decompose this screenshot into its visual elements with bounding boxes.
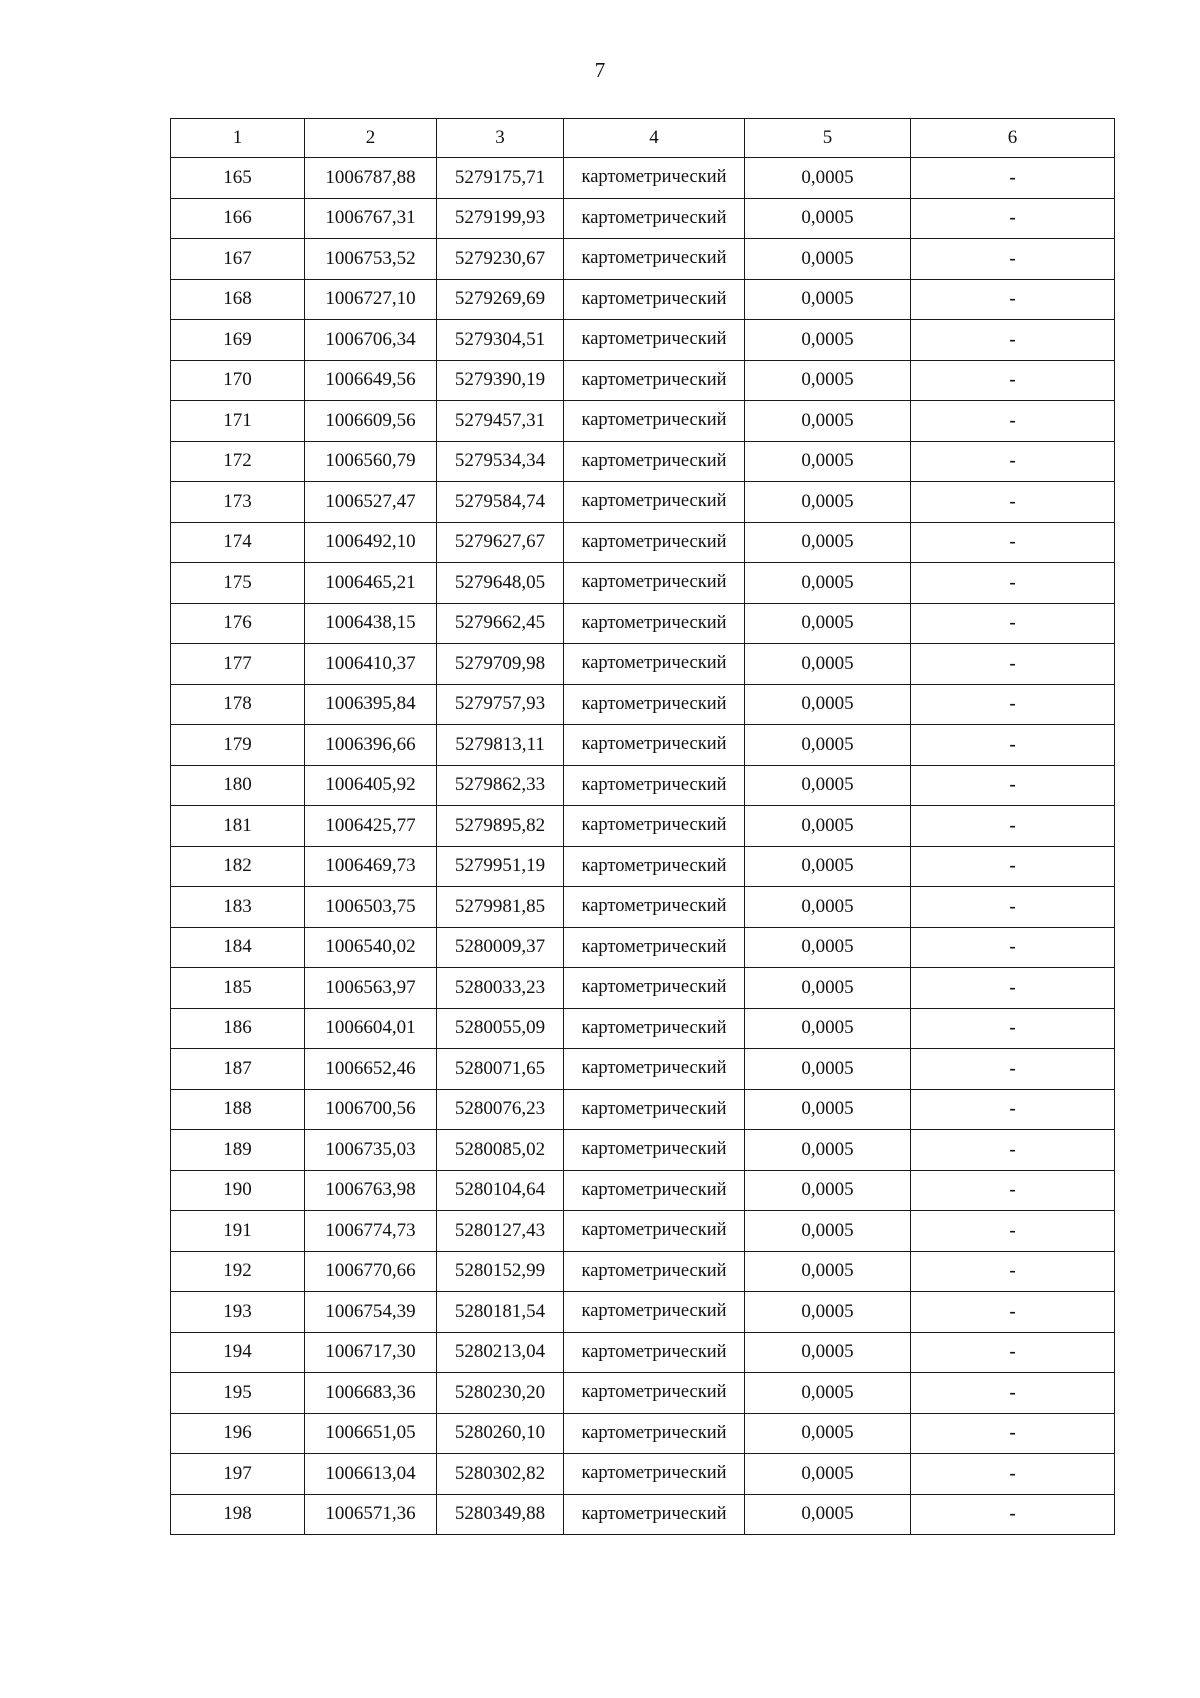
y-coordinate-cell: 5280085,02 bbox=[437, 1130, 564, 1171]
method-cell: картометрический bbox=[564, 563, 745, 604]
y-coordinate-cell: 5279862,33 bbox=[437, 765, 564, 806]
point-number-cell: 191 bbox=[171, 1211, 305, 1252]
y-coordinate-cell: 5279390,19 bbox=[437, 360, 564, 401]
table-row bbox=[171, 1211, 1115, 1252]
coordinates-table bbox=[170, 118, 1115, 1535]
note-cell: - bbox=[911, 1494, 1115, 1535]
y-coordinate-cell: 5280127,43 bbox=[437, 1211, 564, 1252]
method-cell: картометрический bbox=[564, 765, 745, 806]
point-number-cell: 182 bbox=[171, 846, 305, 887]
accuracy-cell: 0,0005 bbox=[745, 1170, 911, 1211]
accuracy-cell: 0,0005 bbox=[745, 644, 911, 685]
note-cell: - bbox=[911, 360, 1115, 401]
note-cell: - bbox=[911, 563, 1115, 604]
note-cell: - bbox=[911, 482, 1115, 523]
method-cell: картометрический bbox=[564, 239, 745, 280]
x-coordinate-cell: 1006492,10 bbox=[305, 522, 437, 563]
point-number-cell: 177 bbox=[171, 644, 305, 685]
method-cell: картометрический bbox=[564, 1413, 745, 1454]
y-coordinate-cell: 5280033,23 bbox=[437, 968, 564, 1009]
note-cell: - bbox=[911, 1454, 1115, 1495]
point-number-cell: 172 bbox=[171, 441, 305, 482]
table-row bbox=[171, 279, 1115, 320]
point-number-cell: 178 bbox=[171, 684, 305, 725]
method-cell: картометрический bbox=[564, 158, 745, 199]
accuracy-cell: 0,0005 bbox=[745, 725, 911, 766]
accuracy-cell: 0,0005 bbox=[745, 1332, 911, 1373]
method-cell: картометрический bbox=[564, 603, 745, 644]
x-coordinate-cell: 1006609,56 bbox=[305, 401, 437, 442]
method-cell: картометрический bbox=[564, 401, 745, 442]
x-coordinate-cell: 1006763,98 bbox=[305, 1170, 437, 1211]
x-coordinate-cell: 1006410,37 bbox=[305, 644, 437, 685]
point-number-cell: 188 bbox=[171, 1089, 305, 1130]
header-cell-3: 3 bbox=[437, 119, 564, 158]
y-coordinate-cell: 5279175,71 bbox=[437, 158, 564, 199]
x-coordinate-cell: 1006700,56 bbox=[305, 1089, 437, 1130]
note-cell: - bbox=[911, 1251, 1115, 1292]
x-coordinate-cell: 1006527,47 bbox=[305, 482, 437, 523]
accuracy-cell: 0,0005 bbox=[745, 927, 911, 968]
table-row bbox=[171, 1008, 1115, 1049]
method-cell: картометрический bbox=[564, 1170, 745, 1211]
method-cell: картометрический bbox=[564, 279, 745, 320]
x-coordinate-cell: 1006395,84 bbox=[305, 684, 437, 725]
y-coordinate-cell: 5280104,64 bbox=[437, 1170, 564, 1211]
table-row bbox=[171, 1494, 1115, 1535]
x-coordinate-cell: 1006563,97 bbox=[305, 968, 437, 1009]
note-cell: - bbox=[911, 1413, 1115, 1454]
table-row bbox=[171, 968, 1115, 1009]
y-coordinate-cell: 5279269,69 bbox=[437, 279, 564, 320]
point-number-cell: 180 bbox=[171, 765, 305, 806]
method-cell: картометрический bbox=[564, 1089, 745, 1130]
y-coordinate-cell: 5280009,37 bbox=[437, 927, 564, 968]
x-coordinate-cell: 1006503,75 bbox=[305, 887, 437, 928]
x-coordinate-cell: 1006683,36 bbox=[305, 1373, 437, 1414]
y-coordinate-cell: 5279457,31 bbox=[437, 401, 564, 442]
accuracy-cell: 0,0005 bbox=[745, 158, 911, 199]
accuracy-cell: 0,0005 bbox=[745, 765, 911, 806]
y-coordinate-cell: 5280213,04 bbox=[437, 1332, 564, 1373]
x-coordinate-cell: 1006540,02 bbox=[305, 927, 437, 968]
method-cell: картометрический bbox=[564, 441, 745, 482]
note-cell: - bbox=[911, 1049, 1115, 1090]
x-coordinate-cell: 1006717,30 bbox=[305, 1332, 437, 1373]
table-row bbox=[171, 1373, 1115, 1414]
method-cell: картометрический bbox=[564, 482, 745, 523]
point-number-cell: 184 bbox=[171, 927, 305, 968]
y-coordinate-cell: 5279627,67 bbox=[437, 522, 564, 563]
note-cell: - bbox=[911, 1292, 1115, 1333]
point-number-cell: 194 bbox=[171, 1332, 305, 1373]
accuracy-cell: 0,0005 bbox=[745, 360, 911, 401]
point-number-cell: 192 bbox=[171, 1251, 305, 1292]
accuracy-cell: 0,0005 bbox=[745, 1049, 911, 1090]
accuracy-cell: 0,0005 bbox=[745, 806, 911, 847]
table-row bbox=[171, 927, 1115, 968]
y-coordinate-cell: 5280302,82 bbox=[437, 1454, 564, 1495]
table-row bbox=[171, 846, 1115, 887]
x-coordinate-cell: 1006774,73 bbox=[305, 1211, 437, 1252]
x-coordinate-cell: 1006770,66 bbox=[305, 1251, 437, 1292]
table-row bbox=[171, 360, 1115, 401]
note-cell: - bbox=[911, 603, 1115, 644]
point-number-cell: 186 bbox=[171, 1008, 305, 1049]
accuracy-cell: 0,0005 bbox=[745, 1373, 911, 1414]
note-cell: - bbox=[911, 684, 1115, 725]
table-row bbox=[171, 198, 1115, 239]
table-row bbox=[171, 563, 1115, 604]
accuracy-cell: 0,0005 bbox=[745, 522, 911, 563]
accuracy-cell: 0,0005 bbox=[745, 887, 911, 928]
method-cell: картометрический bbox=[564, 1373, 745, 1414]
note-cell: - bbox=[911, 1089, 1115, 1130]
accuracy-cell: 0,0005 bbox=[745, 279, 911, 320]
table-row bbox=[171, 320, 1115, 361]
point-number-cell: 165 bbox=[171, 158, 305, 199]
y-coordinate-cell: 5280260,10 bbox=[437, 1413, 564, 1454]
table-header bbox=[171, 119, 1115, 158]
table-row bbox=[171, 725, 1115, 766]
note-cell: - bbox=[911, 320, 1115, 361]
method-cell: картометрический bbox=[564, 1251, 745, 1292]
point-number-cell: 166 bbox=[171, 198, 305, 239]
x-coordinate-cell: 1006571,36 bbox=[305, 1494, 437, 1535]
note-cell: - bbox=[911, 158, 1115, 199]
point-number-cell: 190 bbox=[171, 1170, 305, 1211]
method-cell: картометрический bbox=[564, 1332, 745, 1373]
note-cell: - bbox=[911, 1008, 1115, 1049]
accuracy-cell: 0,0005 bbox=[745, 684, 911, 725]
y-coordinate-cell: 5279662,45 bbox=[437, 603, 564, 644]
note-cell: - bbox=[911, 1170, 1115, 1211]
accuracy-cell: 0,0005 bbox=[745, 1089, 911, 1130]
accuracy-cell: 0,0005 bbox=[745, 1494, 911, 1535]
note-cell: - bbox=[911, 1332, 1115, 1373]
x-coordinate-cell: 1006754,39 bbox=[305, 1292, 437, 1333]
method-cell: картометрический bbox=[564, 1130, 745, 1171]
method-cell: картометрический bbox=[564, 684, 745, 725]
note-cell: - bbox=[911, 927, 1115, 968]
method-cell: картометрический bbox=[564, 644, 745, 685]
method-cell: картометрический bbox=[564, 198, 745, 239]
header-cell-2: 2 bbox=[305, 119, 437, 158]
accuracy-cell: 0,0005 bbox=[745, 968, 911, 1009]
method-cell: картометрический bbox=[564, 887, 745, 928]
x-coordinate-cell: 1006787,88 bbox=[305, 158, 437, 199]
method-cell: картометрический bbox=[564, 320, 745, 361]
x-coordinate-cell: 1006735,03 bbox=[305, 1130, 437, 1171]
table-row bbox=[171, 1130, 1115, 1171]
method-cell: картометрический bbox=[564, 1008, 745, 1049]
table-row bbox=[171, 603, 1115, 644]
method-cell: картометрический bbox=[564, 1494, 745, 1535]
note-cell: - bbox=[911, 765, 1115, 806]
point-number-cell: 195 bbox=[171, 1373, 305, 1414]
x-coordinate-cell: 1006767,31 bbox=[305, 198, 437, 239]
accuracy-cell: 0,0005 bbox=[745, 846, 911, 887]
accuracy-cell: 0,0005 bbox=[745, 563, 911, 604]
note-cell: - bbox=[911, 644, 1115, 685]
accuracy-cell: 0,0005 bbox=[745, 320, 911, 361]
point-number-cell: 196 bbox=[171, 1413, 305, 1454]
header-cell-4: 4 bbox=[564, 119, 745, 158]
y-coordinate-cell: 5279757,93 bbox=[437, 684, 564, 725]
table-row bbox=[171, 239, 1115, 280]
accuracy-cell: 0,0005 bbox=[745, 198, 911, 239]
x-coordinate-cell: 1006652,46 bbox=[305, 1049, 437, 1090]
point-number-cell: 183 bbox=[171, 887, 305, 928]
point-number-cell: 168 bbox=[171, 279, 305, 320]
table-row bbox=[171, 1251, 1115, 1292]
accuracy-cell: 0,0005 bbox=[745, 401, 911, 442]
header-cell-1: 1 bbox=[171, 119, 305, 158]
accuracy-cell: 0,0005 bbox=[745, 603, 911, 644]
note-cell: - bbox=[911, 279, 1115, 320]
x-coordinate-cell: 1006465,21 bbox=[305, 563, 437, 604]
accuracy-cell: 0,0005 bbox=[745, 1413, 911, 1454]
point-number-cell: 174 bbox=[171, 522, 305, 563]
table-row bbox=[171, 1049, 1115, 1090]
x-coordinate-cell: 1006560,79 bbox=[305, 441, 437, 482]
table-row bbox=[171, 684, 1115, 725]
table-row bbox=[171, 441, 1115, 482]
note-cell: - bbox=[911, 806, 1115, 847]
accuracy-cell: 0,0005 bbox=[745, 1454, 911, 1495]
y-coordinate-cell: 5279813,11 bbox=[437, 725, 564, 766]
x-coordinate-cell: 1006651,05 bbox=[305, 1413, 437, 1454]
accuracy-cell: 0,0005 bbox=[745, 1130, 911, 1171]
note-cell: - bbox=[911, 401, 1115, 442]
point-number-cell: 198 bbox=[171, 1494, 305, 1535]
x-coordinate-cell: 1006604,01 bbox=[305, 1008, 437, 1049]
table-row bbox=[171, 522, 1115, 563]
table-row bbox=[171, 1089, 1115, 1130]
y-coordinate-cell: 5279584,74 bbox=[437, 482, 564, 523]
note-cell: - bbox=[911, 522, 1115, 563]
x-coordinate-cell: 1006613,04 bbox=[305, 1454, 437, 1495]
table-row bbox=[171, 482, 1115, 523]
y-coordinate-cell: 5280055,09 bbox=[437, 1008, 564, 1049]
point-number-cell: 176 bbox=[171, 603, 305, 644]
accuracy-cell: 0,0005 bbox=[745, 482, 911, 523]
accuracy-cell: 0,0005 bbox=[745, 239, 911, 280]
table-body bbox=[171, 158, 1115, 1535]
table-row bbox=[171, 1332, 1115, 1373]
x-coordinate-cell: 1006649,56 bbox=[305, 360, 437, 401]
method-cell: картометрический bbox=[564, 927, 745, 968]
point-number-cell: 179 bbox=[171, 725, 305, 766]
y-coordinate-cell: 5280230,20 bbox=[437, 1373, 564, 1414]
x-coordinate-cell: 1006396,66 bbox=[305, 725, 437, 766]
table-row bbox=[171, 887, 1115, 928]
table-row bbox=[171, 765, 1115, 806]
y-coordinate-cell: 5279230,67 bbox=[437, 239, 564, 280]
point-number-cell: 169 bbox=[171, 320, 305, 361]
accuracy-cell: 0,0005 bbox=[745, 1251, 911, 1292]
accuracy-cell: 0,0005 bbox=[745, 1008, 911, 1049]
table-row bbox=[171, 1292, 1115, 1333]
point-number-cell: 167 bbox=[171, 239, 305, 280]
note-cell: - bbox=[911, 1373, 1115, 1414]
y-coordinate-cell: 5279648,05 bbox=[437, 563, 564, 604]
method-cell: картометрический bbox=[564, 1292, 745, 1333]
table-row bbox=[171, 1170, 1115, 1211]
y-coordinate-cell: 5279895,82 bbox=[437, 806, 564, 847]
y-coordinate-cell: 5279951,19 bbox=[437, 846, 564, 887]
point-number-cell: 193 bbox=[171, 1292, 305, 1333]
x-coordinate-cell: 1006753,52 bbox=[305, 239, 437, 280]
point-number-cell: 181 bbox=[171, 806, 305, 847]
y-coordinate-cell: 5280349,88 bbox=[437, 1494, 564, 1535]
table-row bbox=[171, 1413, 1115, 1454]
x-coordinate-cell: 1006727,10 bbox=[305, 279, 437, 320]
y-coordinate-cell: 5280076,23 bbox=[437, 1089, 564, 1130]
x-coordinate-cell: 1006706,34 bbox=[305, 320, 437, 361]
y-coordinate-cell: 5279199,93 bbox=[437, 198, 564, 239]
table-row bbox=[171, 1454, 1115, 1495]
x-coordinate-cell: 1006425,77 bbox=[305, 806, 437, 847]
point-number-cell: 170 bbox=[171, 360, 305, 401]
y-coordinate-cell: 5279709,98 bbox=[437, 644, 564, 685]
method-cell: картометрический bbox=[564, 360, 745, 401]
point-number-cell: 185 bbox=[171, 968, 305, 1009]
note-cell: - bbox=[911, 239, 1115, 280]
point-number-cell: 173 bbox=[171, 482, 305, 523]
x-coordinate-cell: 1006405,92 bbox=[305, 765, 437, 806]
point-number-cell: 175 bbox=[171, 563, 305, 604]
note-cell: - bbox=[911, 198, 1115, 239]
table-row bbox=[171, 644, 1115, 685]
accuracy-cell: 0,0005 bbox=[745, 1292, 911, 1333]
y-coordinate-cell: 5279534,34 bbox=[437, 441, 564, 482]
y-coordinate-cell: 5279981,85 bbox=[437, 887, 564, 928]
note-cell: - bbox=[911, 846, 1115, 887]
y-coordinate-cell: 5279304,51 bbox=[437, 320, 564, 361]
x-coordinate-cell: 1006438,15 bbox=[305, 603, 437, 644]
header-cell-5: 5 bbox=[745, 119, 911, 158]
method-cell: картометрический bbox=[564, 1211, 745, 1252]
point-number-cell: 171 bbox=[171, 401, 305, 442]
point-number-cell: 187 bbox=[171, 1049, 305, 1090]
method-cell: картометрический bbox=[564, 522, 745, 563]
header-cell-6: 6 bbox=[911, 119, 1115, 158]
method-cell: картометрический bbox=[564, 1049, 745, 1090]
header-row bbox=[171, 119, 1115, 158]
accuracy-cell: 0,0005 bbox=[745, 441, 911, 482]
note-cell: - bbox=[911, 1130, 1115, 1171]
method-cell: картометрический bbox=[564, 968, 745, 1009]
table-row bbox=[171, 401, 1115, 442]
point-number-cell: 189 bbox=[171, 1130, 305, 1171]
y-coordinate-cell: 5280152,99 bbox=[437, 1251, 564, 1292]
note-cell: - bbox=[911, 441, 1115, 482]
point-number-cell: 197 bbox=[171, 1454, 305, 1495]
table-row bbox=[171, 158, 1115, 199]
y-coordinate-cell: 5280181,54 bbox=[437, 1292, 564, 1333]
method-cell: картометрический bbox=[564, 846, 745, 887]
x-coordinate-cell: 1006469,73 bbox=[305, 846, 437, 887]
note-cell: - bbox=[911, 887, 1115, 928]
page-number: 7 bbox=[594, 58, 606, 82]
note-cell: - bbox=[911, 1211, 1115, 1252]
method-cell: картометрический bbox=[564, 806, 745, 847]
note-cell: - bbox=[911, 725, 1115, 766]
note-cell: - bbox=[911, 968, 1115, 1009]
method-cell: картометрический bbox=[564, 1454, 745, 1495]
method-cell: картометрический bbox=[564, 725, 745, 766]
table-row bbox=[171, 806, 1115, 847]
accuracy-cell: 0,0005 bbox=[745, 1211, 911, 1252]
y-coordinate-cell: 5280071,65 bbox=[437, 1049, 564, 1090]
